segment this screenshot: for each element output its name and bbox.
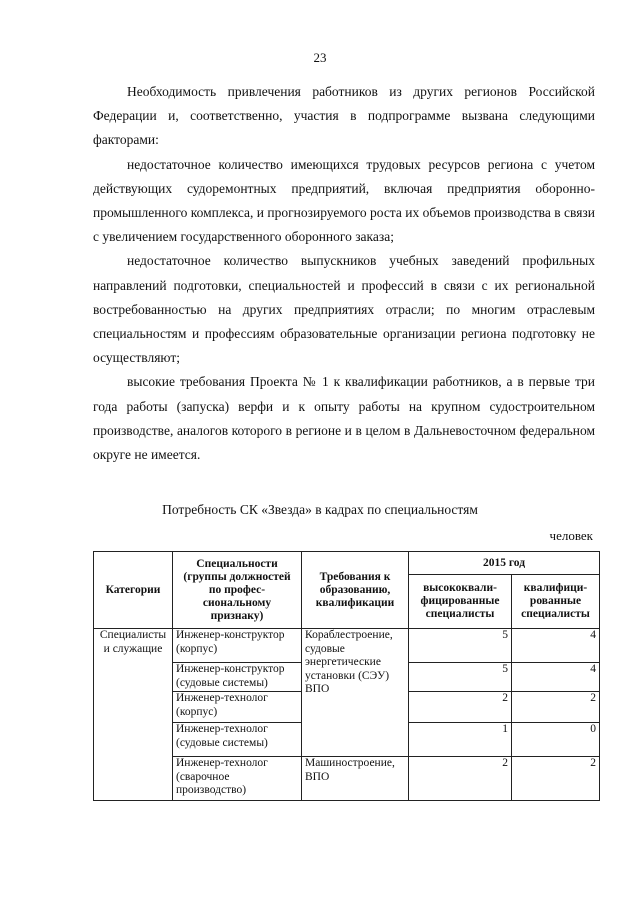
qualified-cell: 4 <box>512 663 600 692</box>
header-year: 2015 год <box>409 552 600 575</box>
category-cell: Специалисты и служащие <box>94 629 173 801</box>
body-text <box>93 80 595 467</box>
paragraph: высокие требования Проекта № 1 к квалификации работников, а в первые три года работы (запуска) верфи и к опыту работы на крупном судостроительном производстве, аналогов которого в регионе и в целом в Дальневосточном федеральном округе не имеется. <box>93 374 595 463</box>
high-qualified-cell: 5 <box>409 629 512 663</box>
staff-needs-table <box>93 551 600 801</box>
page-number: 23 <box>313 50 327 65</box>
requirements-cell: Машиностроение, ВПО <box>302 757 409 801</box>
specialty-cell: Инженер-технолог (корпус) <box>173 692 302 723</box>
specialty-cell: Инженер-технолог (судовые системы) <box>173 723 302 757</box>
paragraph: недостаточное количество выпускников учебных заведений профильных направлений подготовки, специальностей и профессий в связи с их региональной востребованностью на других предприятиях отрасли; по многим отраслевым специальностям и профессиям образовательные организации региона подготовку не осуществляют; <box>93 253 595 366</box>
header-specialty: Специальности (группы должностей по профес-сиональному признаку) <box>173 552 302 629</box>
paragraph: Необходимость привлечения работников из других регионов Российской Федерации и, соответственно, участия в подпрограмме вызвана следующими факторами: <box>93 84 595 148</box>
requirements-cell: Кораблестроение, судовые энергетические установки (СЭУ) ВПО <box>302 629 409 757</box>
header-requirements: Требования к образованию, квалификации <box>302 552 409 629</box>
high-qualified-cell: 1 <box>409 723 512 757</box>
header-high-qualified: высококвали-фицированные специалисты <box>409 575 512 629</box>
qualified-cell: 0 <box>512 723 600 757</box>
high-qualified-cell: 2 <box>409 757 512 801</box>
table-row <box>94 629 600 663</box>
header-category: Категории <box>94 552 173 629</box>
qualified-cell: 4 <box>512 629 600 663</box>
table-header-row <box>94 552 600 575</box>
unit-label: человек <box>549 528 593 543</box>
table-title: Потребность СК «Звезда» в кадрах по специальностям <box>162 502 478 517</box>
specialty-cell: Инженер-конструктор (судовые системы) <box>173 663 302 692</box>
high-qualified-cell: 2 <box>409 692 512 723</box>
high-qualified-cell: 5 <box>409 663 512 692</box>
qualified-cell: 2 <box>512 692 600 723</box>
specialty-cell: Инженер-технолог (сварочное производство) <box>173 757 302 801</box>
paragraph: недостаточное количество имеющихся трудовых ресурсов региона с учетом действующих судоремонтных предприятий, включая предприятия оборонно-промышленного комплекса, и прогнозируемого роста их объемов производства в связи с увеличением государственного оборонного заказа; <box>93 156 595 245</box>
qualified-cell: 2 <box>512 757 600 801</box>
specialty-cell: Инженер-конструктор (корпус) <box>173 629 302 663</box>
header-qualified: квалифици-рованные специалисты <box>512 575 600 629</box>
